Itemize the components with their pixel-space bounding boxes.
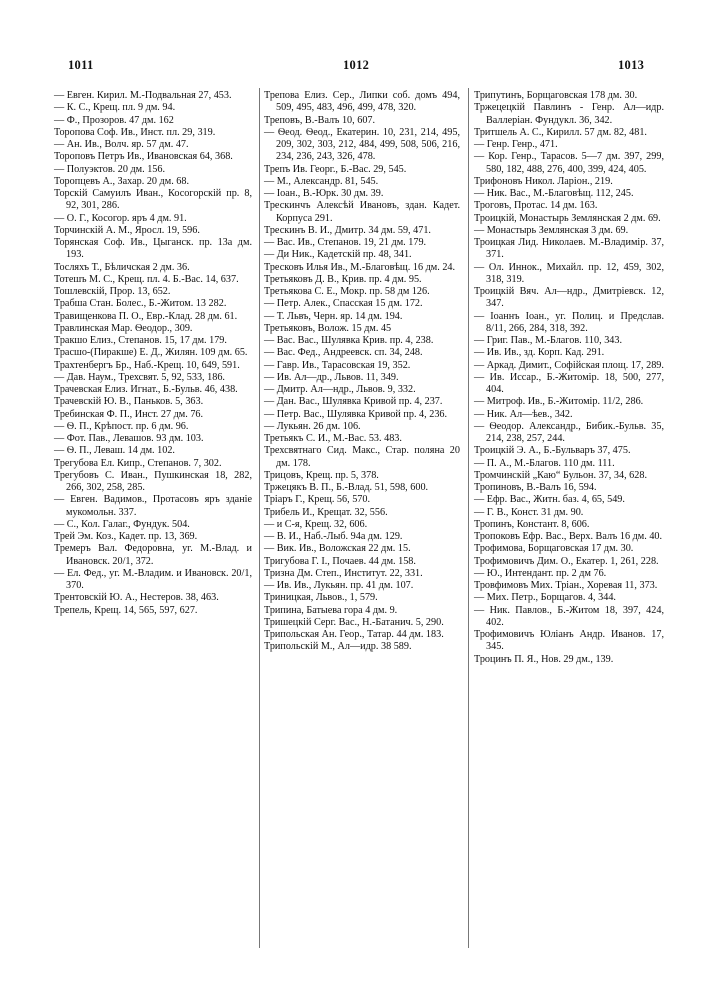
directory-entry: Тосляхъ Т., Бѣличская 2 дм. 36. — [54, 261, 190, 273]
directory-entry: — Кор. Генр., Тарасов. 5—7 дм. 397, 299, 580, 182, 488, 276, 400, 399, 424, 405. — [474, 151, 664, 175]
directory-entry: Троцинъ П. Я., Нов. 29 дм., 139. — [474, 653, 614, 665]
directory-entry: Троицкій Вяч. Ал—ндр., Дмитріевск. 12, 347. — [474, 286, 664, 310]
directory-entry: — Ѳ. П., Леваш. 14 дм. 102. — [54, 445, 175, 457]
directory-entry: — Ив. Ал—др., Львов. 11, 349. — [264, 371, 399, 383]
directory-entry: Троговъ, Протас. 14 дм. 163. — [474, 200, 598, 212]
directory-entry: Трескинъ В. И., Дмитр. 34 дм. 59, 471. — [264, 224, 431, 236]
directory-entry: — Фот. Пав., Левашов. 93 дм. 103. — [54, 433, 204, 444]
directory-entry: — Іоаннъ Іоан., уг. Полиц. и Предслав. 8/11, 266, 284, 318, 392. — [474, 310, 664, 334]
directory-entry: Трофимовичъ Юліанъ Андр. Иванов. 17, 345. — [474, 629, 664, 653]
directory-entry: Торопова Соф. Ив., Инст. пл. 29, 319. — [54, 126, 216, 138]
directory-entry: Третьяковъ, Волож. 15 дм. 45 — [264, 322, 392, 334]
directory-entry: Тороповъ Петръ Ив., Ивановская 64, 368. — [54, 151, 233, 163]
directory-entry: Трипольская Ан. Геор., Татар. 44 дм. 183. — [264, 629, 444, 640]
directory-entry: Трескинчъ Алексѣй Ивановъ, здан. Кадет. Корпуса 291. — [264, 200, 460, 224]
directory-entry: Тритшель А. С., Кирилл. 57 дм. 82, 481. — [474, 126, 647, 138]
directory-entry: Тотешъ М. С., Крещ. пл. 4. Б.-Вас. 14, 637. — [54, 273, 239, 285]
directory-entry: Торчинскій А. М., Яросл. 19, 596. — [54, 224, 200, 236]
directory-entry: Тропинъ, Констант. 8, 606. — [474, 518, 590, 530]
directory-entry: — Іоан., В.-Юрк. 30 дм. 39. — [264, 188, 384, 199]
directory-entry: — и С-я, Крещ. 32, 606. — [264, 518, 368, 530]
directory-entry: — Мих. Петр., Борщагов. 4, 344. — [474, 592, 616, 604]
directory-entry: Третьякова С. Е., Мокр. пр. 58 дм 126. — [264, 286, 430, 297]
directory-entry: Триницкая, Львов., 1, 579. — [264, 592, 378, 604]
directory-entry: — Лукьян. 26 дм. 106. — [264, 420, 361, 432]
directory-entry: — Ив. Ив., зд. Корп. Кад. 291. — [474, 347, 605, 359]
directory-entry: — Дан. Вас., Шулявка Кривой пр. 4, 237. — [264, 396, 443, 408]
directory-entry: — Полуэктов. 20 дм. 156. — [54, 163, 166, 175]
column-divider-1 — [259, 88, 260, 948]
directory-entry: Троицкій Э. А., Б.-Бульваръ 37, 475. — [474, 445, 631, 457]
directory-entry: — Ник. Вас., М.-Благовѣщ. 112, 245. — [474, 188, 634, 199]
page-number-left: 1011 — [68, 58, 94, 72]
directory-entry: — Ел. Фед., уг. М.-Владим. и Ивановск. 20/1, 370. — [54, 567, 252, 591]
directory-entry: — К. С., Крещ. пл. 9 дм. 94. — [54, 102, 176, 114]
directory-entry: Трепель, Крещ. 14, 565, 597, 627. — [54, 604, 198, 616]
directory-entry: — Ю., Интендант. пр. 2 дм 76. — [474, 567, 607, 579]
directory-entry: Тріаръ Г., Крещ. 56, 570. — [264, 494, 371, 506]
directory-entry: Тракшо Елиз., Степанов. 15, 17 дм. 179. — [54, 335, 227, 346]
directory-entry: — Гавр. Ив., Тарасовская 19, 352. — [264, 359, 411, 371]
directory-entry: — О. Г., Косогор. яръ 4 дм. 91. — [54, 212, 187, 224]
directory-entry: Треповъ, В.-Валъ 10, 607. — [264, 114, 376, 126]
directory-entry: Трегубовъ С. Иван., Пушкинская 18, 282, 266, 302, 258, 285. — [54, 469, 252, 493]
directory-entry: — Ив. Ив., Лукьян. пр. 41 дм. 107. — [264, 580, 414, 591]
directory-entry: Трачевскій Ю. В., Паньков. 5, 363. — [54, 396, 204, 408]
directory-entry: — Вас. Ив., Степанов. 19, 21 дм. 179. — [264, 237, 427, 248]
directory-entry: Трипина, Батыева гора 4 дм. 9. — [264, 604, 398, 616]
directory-entry: — Ник. Павлов., Б.-Житом 18, 397, 424, 402. — [474, 604, 664, 628]
directory-entry: — Дав. Наум., Трехсвят. 5, 92, 533, 186. — [54, 371, 225, 383]
directory-entry: Трифоновъ Никол. Ларіон., 219. — [474, 175, 613, 187]
directory-entry: Торопцевъ А., Захар. 20 дм. 68. — [54, 175, 190, 187]
directory-entry: Трепъ Ив. Георг., Б.-Вас. 29, 545. — [264, 163, 407, 175]
directory-entry: — М., Александр. 81, 545. — [264, 175, 379, 187]
directory-entry: — Ди Ник., Кадетскій пр. 48, 341. — [264, 249, 412, 261]
directory-entry: Троицкая Лид. Николаев. М.-Владимір. 37, 371. — [474, 237, 664, 261]
directory-entry: Тровфимовъ Мих. Тріан., Хоревая 11, 373. — [474, 580, 658, 591]
directory-entry: — Вик. Ив., Воложская 22 дм. 15. — [264, 543, 411, 555]
directory-entry: Травищенкова П. О., Евр.-Клад. 28 дм. 61. — [54, 310, 238, 322]
directory-entry: Тошлевскій, Прор. 13, 652. — [54, 286, 171, 297]
page-number-middle: 1012 — [343, 58, 370, 72]
directory-entry: — Дмитр. Ал—ндр., Львов. 9, 332. — [264, 384, 416, 395]
directory-entry: — Генр. Генр., 471. — [474, 139, 558, 150]
directory-entry: Трентовскій Ю. А., Нестеров. 38, 463. — [54, 592, 219, 604]
directory-entry: Тропоковъ Ефр. Вас., Верх. Валъ 16 дм. 40. — [474, 531, 663, 542]
directory-entry: Тремеръ Вал. Федоровна, уг. М.-Влад. и Ивановск. 20/1, 372. — [54, 543, 252, 567]
directory-entry: — Ив. Иссар., Б.-Житомір. 18, 500, 277, 404. — [474, 371, 664, 395]
directory-entry: — Петр. Вас., Шулявка Кривой пр. 4, 236. — [264, 408, 448, 420]
directory-entry: Травлинская Мар. Ѳеодор., 309. — [54, 322, 193, 334]
directory-entry: — Вас. Вас., Шулявка Крив. пр. 4, 238. — [264, 335, 434, 346]
directory-entry: Требинская Ф. П., Инст. 27 дм. 76. — [54, 408, 204, 420]
directory-entry: — Вас. Фед., Андреевск. сп. 34, 248. — [264, 347, 423, 359]
directory-entry: — В. И., Наб.-Лыб. 94а дм. 129. — [264, 531, 403, 542]
column-middle — [264, 90, 460, 654]
directory-entry: — Евген. Вадимов., Протасовъ яръ зданіе мукомольн. 337. — [54, 494, 252, 518]
directory-entry: Троицкій, Монастырь Землянская 2 дм. 69. — [474, 212, 661, 224]
directory-entry: Трицовъ, Крещ. пр. 5, 378. — [264, 469, 379, 481]
page-number-right: 1013 — [618, 58, 645, 72]
directory-entry: Тришецкій Серг. Вас., Н.-Батанич. 5, 290. — [264, 616, 444, 628]
directory-entry: Трей Эм. Коз., Кадет. пр. 13, 369. — [54, 531, 198, 542]
directory-entry: Трофимовичъ Дим. О., Екатер. 1, 261, 228. — [474, 555, 659, 567]
directory-entry: — Т. Львъ, Черн. яр. 14 дм. 194. — [264, 310, 403, 322]
directory-entry: — Ф., Прозоров. 47 дм. 162 — [54, 114, 174, 126]
directory-entry: Тржецецкій Павлинъ - Генр. Ал—идр. Валлеріан. Фундукл. 36, 342. — [474, 102, 664, 126]
directory-entry: Торскій Самуилъ Иван., Косогорскій пр. 8, 92, 301, 286. — [54, 188, 252, 212]
directory-entry: Трибель И., Крещат. 32, 556. — [264, 506, 388, 518]
directory-entry: — Ник. Ал—ѣев., 342. — [474, 408, 573, 420]
directory-entry: Трачевская Елиз. Игнат., Б.-Бульв. 46, 438. — [54, 384, 238, 395]
directory-entry: — Ол. Иннок., Михайл. пр. 12, 459, 302, 318, 319. — [474, 261, 664, 285]
directory-entry: Тресковъ Илья Ив., М.-Благовѣщ. 16 дм. 24. — [264, 261, 456, 273]
column-left — [54, 90, 252, 617]
directory-entry: Третьякъ С. И., М.-Вас. 53. 483. — [264, 433, 402, 444]
directory-entry: Трехсвятнаго Сид. Макс., Стар. поляна 20 дм. 178. — [264, 445, 460, 469]
directory-entry: Тригубова Г. І., Почаев. 44 дм. 158. — [264, 555, 416, 567]
directory-entry: Трепова Елиз. Сер., Липки соб. домъ 494, 509, 495, 483, 496, 499, 478, 320. — [264, 90, 460, 114]
directory-entry: — Митроф. Ив., Б.-Житомір. 11/2, 286. — [474, 396, 644, 408]
directory-entry: — Монастырь Землянская 3 дм. 69. — [474, 224, 629, 236]
directory-entry: — Аркад. Димит., Софійская площ. 17, 289. — [474, 359, 664, 371]
directory-entry: — П. А., М.-Благов. 110 дм. 111. — [474, 457, 615, 469]
directory-entry: Торянская Соф. Ив., Цыганск. пр. 13а дм. 193. — [54, 237, 252, 261]
directory-entry: — Петр. Алек., Спасская 15 дм. 172. — [264, 298, 423, 310]
directory-entry: — Евген. Кирил. М.-Подвальная 27, 453. — [54, 90, 232, 101]
directory-entry: Трахтенбергъ Бр., Наб.-Крещ. 10, 649, 591. — [54, 359, 240, 371]
directory-entry: Трасшо-(Пиракше) Е. Д., Жилян. 109 дм. 65. — [54, 347, 248, 359]
directory-entry: Тржецякъ В. П., Б.-Влад. 51, 598, 600. — [264, 482, 429, 493]
directory-entry: — Ѳ. П., Крѣпост. пр. 6 дм. 96. — [54, 420, 189, 432]
column-right — [474, 90, 664, 666]
directory-entry: Тропиновъ, В.-Валъ 16, 594. — [474, 482, 597, 493]
directory-entry: Трипольскій М., Ал—идр. 38 589. — [264, 641, 412, 653]
directory-entry: — С., Кол. Галаг., Фундук. 504. — [54, 518, 190, 530]
directory-entry: Трофимова, Борщаговская 17 дм. 30. — [474, 543, 634, 555]
directory-entry: Тромчинскій „Каю“ Бульон. 37, 34, 628. — [474, 469, 647, 481]
directory-entry: — Ан. Ив., Волч. яр. 57 дм. 47. — [54, 139, 189, 150]
directory-entry: Трегубова Ел. Кипр., Степанов. 7, 302. — [54, 457, 222, 469]
directory-entry: — Г. В., Конст. 31 дм. 90. — [474, 506, 584, 518]
directory-entry: — Ѳеод. Ѳеод., Екатерин. 10, 231, 214, 495, 209, 302, 303, 212, 484, 499, 508, 506, 216, 234, 236, 243, 326, 478. — [264, 126, 460, 163]
column-divider-2 — [468, 88, 469, 948]
directory-entry: Тризна Дм. Степ., Институт. 22, 331. — [264, 567, 423, 579]
directory-entry: Третьяковъ Д. В., Крив. пр. 4 дм. 95. — [264, 273, 422, 285]
directory-entry: — Григ. Пав., М.-Благов. 110, 343. — [474, 335, 623, 346]
directory-entry: Трабша Стан. Болес., Б.-Житом. 13 282. — [54, 298, 227, 310]
directory-entry: — Ефр. Вас., Житн. баз. 4, 65, 549. — [474, 494, 625, 506]
directory-entry: — Ѳеодор. Александр., Бибик.-Бульв. 35, 214, 238, 257, 244. — [474, 420, 664, 444]
directory-entry: Трипутинъ, Борщаговская 178 дм. 30. — [474, 90, 638, 101]
